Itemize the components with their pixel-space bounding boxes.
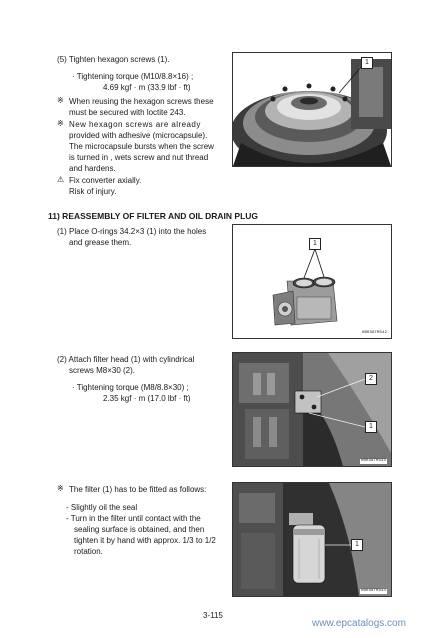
figure-filter-fitting-illustration bbox=[233, 483, 391, 596]
step2-line1: (2) Attach filter head (1) with cylindrical bbox=[57, 355, 195, 364]
step5-torque-value: 4.69 kgf · m (33.9 lbf · ft) bbox=[103, 83, 191, 92]
note-new-line4: is turned in , wets screw and nut thread bbox=[69, 153, 209, 162]
page-number: 3-115 bbox=[203, 611, 223, 620]
figure-code: HBR38TM341 bbox=[361, 159, 387, 163]
warning-line1: Fix converter axially. bbox=[69, 176, 142, 185]
warning-line2: Risk of injury. bbox=[69, 187, 117, 196]
figure-filter-head-illustration bbox=[233, 353, 391, 466]
step5-torque: · Tightening torque (M10/8.8×16) ; bbox=[72, 72, 194, 81]
figure-code: HBR38TM343 bbox=[360, 459, 386, 463]
callout-1: 1 bbox=[351, 539, 363, 551]
figure-code: HBR38TM342 bbox=[361, 331, 387, 335]
step1-line1: (1) Place O-rings 34.2×3 (1) into the holes bbox=[57, 227, 207, 236]
note-new-line5: and hardens. bbox=[69, 164, 116, 173]
figure-o-rings bbox=[232, 224, 392, 339]
note-mark-icon: ※ bbox=[57, 119, 64, 128]
watermark: www.epcatalogs.com bbox=[312, 618, 406, 629]
filter-bullet2-line4: rotation. bbox=[74, 547, 103, 556]
step2-line2: screws M8×30 (2). bbox=[69, 366, 136, 375]
section-heading: 11) REASSEMBLY OF FILTER AND OIL DRAIN PLUG bbox=[48, 211, 259, 221]
step2-torque: · Tightening torque (M8/8.8×30) ; bbox=[72, 383, 189, 392]
figure-filter-head bbox=[232, 352, 392, 467]
filter-bullet1: - Slightly oil the seal bbox=[66, 503, 138, 512]
filter-bullet2-line2: sealing surface is obtained, and then bbox=[74, 525, 205, 534]
figure-converter-illustration bbox=[233, 53, 391, 166]
note-reuse-line2: must be secured with loctite 243. bbox=[69, 108, 186, 117]
figure-filter-fitting bbox=[232, 482, 392, 597]
note-mark-icon: ※ bbox=[57, 484, 64, 493]
filter-bullet2-line3: tighten it by hand with approx. 1/3 to 1/2 bbox=[74, 536, 216, 545]
filter-bullet2-line1: - Turn in the filter until contact with the bbox=[66, 514, 201, 523]
note-mark-icon: ※ bbox=[57, 96, 64, 105]
filter-line1: The filter (1) has to be fitted as follows: bbox=[69, 485, 207, 494]
figure-code: HBR38TM344 bbox=[360, 589, 386, 593]
note-new-line1: New hexagon screws are already bbox=[69, 120, 201, 129]
step5-title: (5) Tighten hexagon screws (1). bbox=[57, 55, 170, 64]
figure-converter-screws bbox=[232, 52, 392, 167]
warning-icon: ⚠ bbox=[57, 175, 65, 184]
step2-torque-value: 2.35 kgf · m (17.0 lbf · ft) bbox=[103, 394, 191, 403]
step1-line2: and grease them. bbox=[69, 238, 132, 247]
note-new-line2: provided with adhesive (microcapsule). bbox=[69, 131, 208, 140]
callout-1: 1 bbox=[361, 57, 373, 69]
callout-1: 1 bbox=[309, 238, 321, 250]
note-reuse-line1: When reusing the hexagon screws these bbox=[69, 97, 214, 106]
callout-1: 1 bbox=[365, 421, 377, 433]
note-new-line3: The microcapsule bursts when the screw bbox=[69, 142, 214, 151]
callout-2: 2 bbox=[365, 373, 377, 385]
